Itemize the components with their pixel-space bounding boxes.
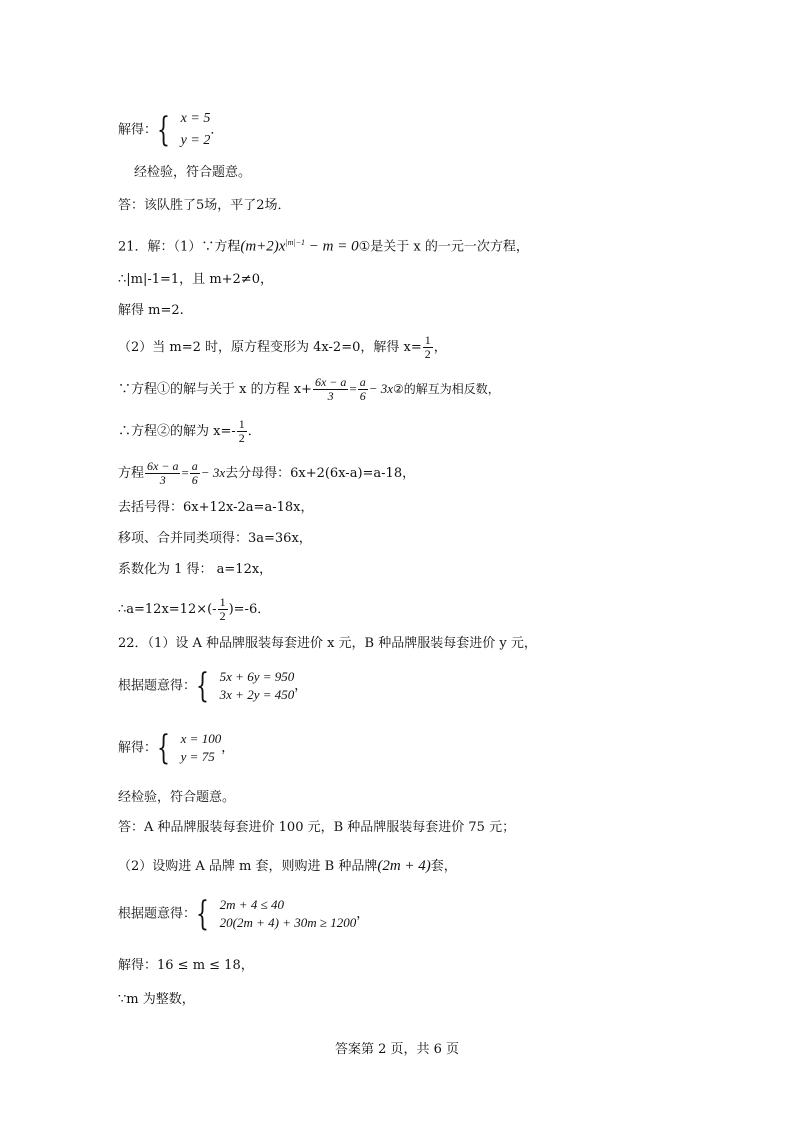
fraction-half: $\frac{1}{2}$	[424, 333, 431, 361]
q22-check: 经检验，符合题意。	[118, 790, 236, 805]
q22-line1: 22．（1）设 A 种品牌服装每套进价 x 元，B 种品牌服装每套进价 y 元，	[118, 636, 537, 651]
inequality-system: 2m + 4 ≤ 40 20(2m + 4) + 30m ≥ 1200	[219, 897, 357, 930]
q22-solve1: 解得：{ x = 100 y = 75 ，	[118, 728, 235, 768]
q21-line5: ∵方程①的解与关于 x 的方程 x+ $\frac{6x - a}{3}$ = $\frac{a}{6}$ − 3x②的解互为相反数，	[118, 375, 500, 403]
q21-part2: （2）当 m=2 时，原方程变形为 4x-2=0，解得 x= $\frac{1}{2}$ ，	[118, 333, 447, 361]
system-brace: {	[196, 666, 209, 706]
system-brace: {	[157, 728, 170, 768]
equation-system: x = 100 y = 75	[180, 731, 222, 764]
check-line: 经检验，符合题意。	[134, 165, 252, 180]
q21-line9: 移项、合并同类项得：3a=36x，	[118, 531, 312, 546]
q22-setup1: 根据题意得：{ 5x + 6y = 950 3x + 2y = 450 ，	[118, 666, 308, 706]
q21-line6: ∴方程②的解为 x=- $\frac{1}{2}$ ．	[118, 417, 261, 445]
q21-line7: 方程 $\frac{6x - a}{3}$ = $\frac{a}{6}$ − 3x去分母得：6x+2(6x-a)=a-18，	[118, 459, 416, 487]
q22-answer: 答：A 种品牌服装每套进价 100 元，B 种品牌服装每套进价 75 元；	[118, 820, 516, 835]
fraction-a-6: $\frac{a}{6}$	[359, 375, 366, 403]
q21-line11: ∴a=12x=12×(- $\frac{1}{2}$ )=-6．	[118, 595, 271, 623]
page-footer: 答案第 2 页，共 6 页	[334, 1042, 460, 1057]
q21-header: 21．解：（1）∵方程$(m+2)x^{|m|-1} - m$ = 0①是关于 x 的一元一次方程，	[118, 238, 529, 255]
solution-line: 解得：{ x = 5 y = 2 ．	[118, 110, 224, 150]
q22-setup2: 根据题意得：{ 2m + 4 ≤ 40 20(2m + 4) + 30m ≥ 1200 ，	[118, 894, 370, 934]
system-brace: {	[196, 894, 209, 934]
q22-part2: （2）设购进 A 品牌 m 套，则购进 B 种品牌(2m + 4)套，	[118, 858, 457, 874]
q21-line2: ∴|m|-1=1，且 m+2≠0，	[118, 272, 273, 287]
q22-last: ∵m 为整数，	[118, 992, 195, 1007]
q21-line3: 解得 m=2.	[118, 303, 184, 318]
equation-system: x = 5 y = 2	[180, 111, 211, 148]
answer-line: 答：该队胜了5场，平了2场．	[118, 198, 291, 213]
q21-line8: 去括号得：6x+12x-2a=a-18x，	[118, 500, 314, 515]
system-brace: {	[157, 110, 170, 150]
equation-system: 5x + 6y = 950 3x + 2y = 450	[219, 669, 295, 702]
q21-line10: 系数化为 1 得： a=12x，	[118, 562, 273, 577]
solve-label: 解得：	[118, 122, 158, 138]
q22-solution: 解得：16 ≤ m ≤ 18，	[118, 958, 254, 973]
fraction-6x-a: $\frac{6x - a}{3}$	[314, 375, 347, 403]
